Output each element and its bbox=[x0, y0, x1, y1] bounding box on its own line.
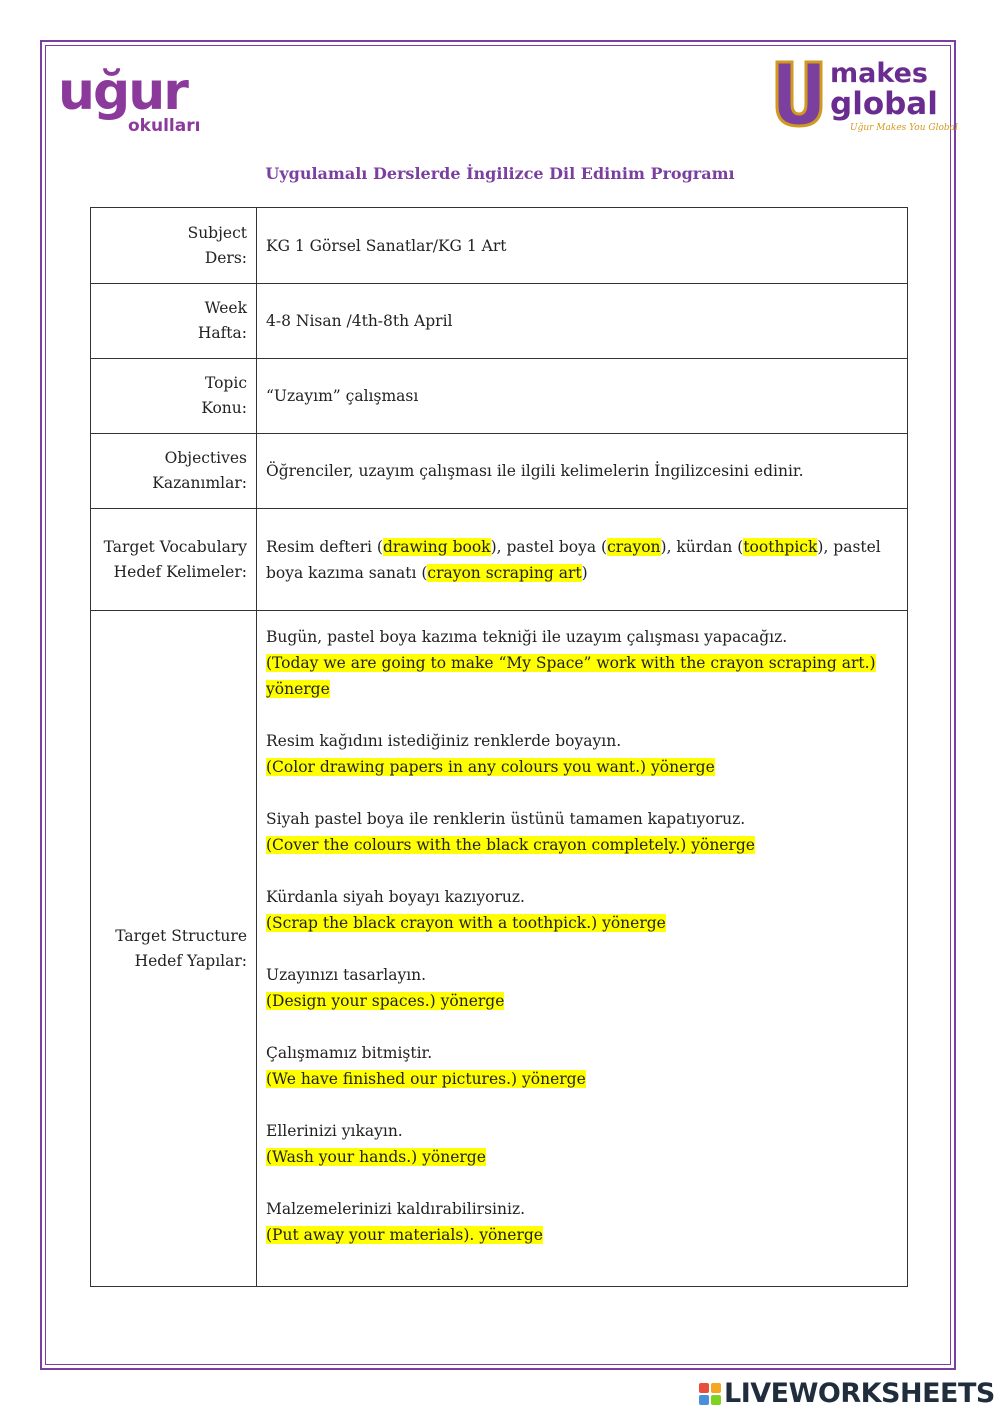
table-row bbox=[91, 359, 908, 434]
row-label bbox=[91, 284, 257, 359]
makes-text: makes bbox=[830, 58, 928, 89]
row-label bbox=[91, 359, 257, 434]
english-instruction: (Cover the colours with the black crayon completely.) yönerge bbox=[266, 835, 755, 854]
logo-tagline: Uğur Makes You Global bbox=[850, 123, 958, 133]
label-en: Week bbox=[204, 299, 247, 317]
turkish-sentence: Malzemelerinizi kaldırabilirsiniz. bbox=[266, 1199, 526, 1218]
global-text: global bbox=[830, 86, 938, 122]
english-instruction: (We have finished our pictures.) yönerge bbox=[266, 1069, 586, 1088]
vocab-text: Resim defteri ( bbox=[266, 537, 383, 556]
turkish-sentence: Ellerinizi yıkayın. bbox=[266, 1121, 403, 1140]
structure-item bbox=[266, 962, 898, 1014]
structure-item bbox=[266, 1118, 898, 1170]
table-row bbox=[91, 208, 908, 284]
english-instruction: (Design your spaces.) yönerge bbox=[266, 991, 505, 1010]
vocab-text: ), pastel boya ( bbox=[490, 537, 608, 556]
vocab-highlight: drawing book bbox=[382, 537, 491, 556]
label-en: Subject bbox=[187, 223, 247, 242]
label-en: Topic bbox=[204, 374, 247, 392]
table-row bbox=[91, 284, 908, 359]
label-tr: Ders: bbox=[204, 248, 247, 267]
table-row bbox=[91, 611, 908, 1287]
vocabulary-value bbox=[257, 509, 908, 611]
label-tr: Hedef Yapılar: bbox=[134, 951, 247, 970]
vocab-highlight: crayon bbox=[607, 537, 661, 556]
structure-item bbox=[266, 728, 898, 780]
table-row bbox=[91, 509, 908, 611]
english-instruction: (Today we are going to make “My Space” work with the crayon scraping art.) yönerge bbox=[266, 653, 876, 698]
label-tr: Hedef Kelimeler: bbox=[113, 562, 247, 581]
label-tr: Kazanımlar: bbox=[152, 474, 247, 492]
row-label bbox=[91, 611, 257, 1287]
turkish-sentence: Bugün, pastel boya kazıma tekniği ile uzayım çalışması yapacağız. bbox=[266, 627, 788, 646]
turkish-sentence: Çalışmamız bitmiştir. bbox=[266, 1043, 433, 1062]
vocab-highlight: toothpick bbox=[743, 537, 818, 556]
turkish-sentence: Resim kağıdını istediğiniz renklerde boyayın. bbox=[266, 731, 622, 750]
liveworksheets-logo-icon bbox=[698, 1382, 722, 1406]
subject-value: KG 1 Görsel Sanatlar/KG 1 Art bbox=[257, 208, 908, 284]
topic-value: “Uzayım” çalışması bbox=[257, 359, 908, 434]
big-u-icon bbox=[774, 60, 824, 128]
structure-item bbox=[266, 806, 898, 858]
structure-value bbox=[257, 611, 908, 1287]
structure-item bbox=[266, 1040, 898, 1092]
ugur-logo-main: uğur bbox=[58, 62, 187, 122]
liveworksheets-brand bbox=[698, 1378, 998, 1410]
english-instruction: (Scrap the black crayon with a toothpick.) yönerge bbox=[266, 913, 666, 932]
row-label bbox=[91, 434, 257, 509]
objectives-value: Öğrenciler, uzayım çalışması ile ilgili kelimelerin İngilizcesini edinir. bbox=[257, 434, 908, 509]
ugur-logo-sub: okulları bbox=[128, 116, 201, 136]
table-row bbox=[91, 434, 908, 509]
vocab-text: ), kürdan ( bbox=[660, 537, 744, 556]
row-label bbox=[91, 509, 257, 611]
row-label bbox=[91, 208, 257, 284]
structure-item bbox=[266, 624, 898, 702]
vocab-highlight: crayon scraping art bbox=[427, 563, 582, 582]
label-en: Objectives bbox=[164, 449, 247, 467]
structure-item bbox=[266, 884, 898, 936]
vocab-text: ) bbox=[581, 563, 588, 582]
week-value: 4-8 Nisan /4th-8th April bbox=[257, 284, 908, 359]
label-tr: Hafta: bbox=[197, 324, 247, 342]
turkish-sentence: Kürdanla siyah boyayı kazıyoruz. bbox=[266, 887, 525, 906]
structure-item bbox=[266, 1196, 898, 1248]
label-tr: Konu: bbox=[201, 399, 247, 417]
liveworksheets-text: LIVEWORKSHEETS bbox=[724, 1378, 995, 1409]
vocab-text: ), pastel boya kazıma sanatı ( bbox=[266, 537, 881, 582]
ugur-okullari-logo bbox=[58, 62, 218, 142]
turkish-sentence: Uzayınızı tasarlayın. bbox=[266, 965, 427, 984]
english-instruction: (Color drawing papers in any colours you want.) yönerge bbox=[266, 757, 715, 776]
label-en: Target Vocabulary bbox=[103, 537, 247, 556]
label-en: Target Structure bbox=[115, 926, 247, 945]
u-makes-global-logo bbox=[770, 58, 958, 140]
lesson-plan-table bbox=[90, 207, 908, 1287]
turkish-sentence: Siyah pastel boya ile renklerin üstünü tamamen kapatıyoruz. bbox=[266, 809, 746, 828]
english-instruction: (Put away your materials). yönerge bbox=[266, 1225, 543, 1244]
page-title: Uygulamalı Derslerde İngilizce Dil Edinim Programı bbox=[265, 164, 735, 183]
english-instruction: (Wash your hands.) yönerge bbox=[266, 1147, 486, 1166]
